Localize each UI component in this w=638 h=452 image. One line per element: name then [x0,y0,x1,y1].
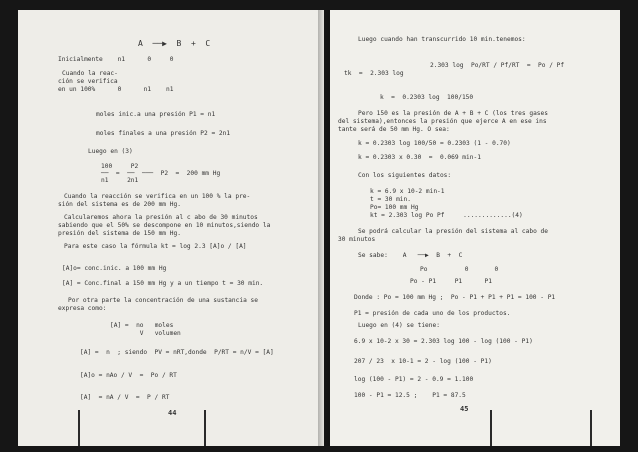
formula-line: k = 0.2303 x 0.30 = 0.069 min-1 [358,154,481,161]
text-line: Cuando la reacción se verifica en un 100 % la pre- [64,193,251,200]
text-line: P1 = presión de cada uno de los productos. [354,310,511,317]
text-line: Luego cuando han transcurrido 10 min.tenemos: [358,36,526,43]
data-line: t = 30 min. [370,196,411,203]
formula-line: V volumen [110,330,181,337]
scan-artifact [204,410,206,446]
formula-line: ── = ── ─── P2 = 200 mm Hg [101,170,221,177]
text-line: Calcularemos ahora la presión al c abo de 30 minutos [64,214,258,221]
scan-artifact [490,410,492,446]
text-line: tante será de 50 mm Hg. O sea: [338,126,450,133]
scan-artifact [78,410,80,446]
formula-line: [A]o = nAo / V = Po / RT [80,372,177,379]
formula-line: Donde : Po = 100 mm Hg ; Po - P1 + P1 + P1 = 100 - P1 [354,294,556,301]
text-line: del sistema),entonces la presión que ejerce A en ese ins [338,118,547,125]
page-number: 44 [168,409,177,417]
page-number: 45 [460,405,469,413]
reaction-equation: A ──▶ B + C [138,39,211,48]
text-line: Luego en (4) se tiene: [358,322,440,329]
formula-line: tk = 2.303 log [344,70,404,77]
formula-line: k = 0.2303 log 100/150 [380,94,474,101]
text-line: Luego en (3) [88,148,133,155]
text-line: Por otra parte la concentración de una sustancia se [68,297,258,304]
text-line: expresa como: [58,305,107,312]
data-line: Po= 100 mm Hg [370,204,419,211]
data-line: k = 6.9 x 10-2 min-1 [370,188,445,195]
formula-line: [A] = nA / V = P / RT [80,394,170,401]
text-line: sabiendo que el 50% se descompone en 10 minutos,siendo la [58,222,271,229]
definition-line: [A] = Conc.final a 150 mm Hg y a un tiempo t = 30 min. [62,280,264,287]
text-line: moles inic.a una presión P1 = n1 [96,111,216,118]
text-line: en un 100% 0 n1 n1 [58,86,174,93]
right-page [330,10,620,446]
text-line: Inicialmente n1 0 0 [58,56,174,63]
formula-line: n1 2n1 [101,177,139,184]
formula-line: 100 P2 [101,163,139,170]
text-line: ción se verifica [58,78,118,85]
formula-line: Para este caso la fórmula kt = log 2.3 [A]o / [A] [64,243,247,250]
text-line: 30 minutos [338,236,376,243]
text-line: presión del sistema de 150 mm Hg. [58,230,181,237]
text-line: Cuando la reac- [62,70,118,77]
formula-line: 100 - P1 = 12.5 ; P1 = 87.5 [354,392,466,399]
formula-line: [A] = n ; siendo PV = nRT,donde P/RT = n/V = [A] [80,349,274,356]
definition-line: [A]o= conc.inic. a 100 mm Hg [62,265,167,272]
scan-artifact [590,410,592,446]
formula-line: log (100 - P1) = 2 - 0.9 = 1.100 [354,376,474,383]
data-line: kt = 2.303 log Po Pf .............(4) [370,212,523,219]
formula-line: 207 / 23 x 10-1 = 2 - log (100 - P1) [354,358,492,365]
formula-line: k = 0.2303 log 100/50 = 0.2303 (1 - 0.70) [358,140,511,147]
text-line: moles finales a una presión P2 = 2n1 [96,130,231,137]
text-line: sión del sistema es de 200 mm Hg. [58,201,181,208]
formula-line: 2.303 log Po/RT / Pf/RT = Po / Pf [430,62,565,69]
formula-line: 6.9 x 10-2 x 30 = 2.303 log 100 - log (100 - P1) [354,338,533,345]
formula-line: [A] = no moles [110,322,174,329]
formula-line: Po 0 0 [420,266,499,273]
formula-line: Se sabe: A ──▶ B + C [358,252,463,259]
text-line: Con los siguientes datos: [358,172,452,179]
formula-line: Po - P1 P1 P1 [410,278,492,285]
text-line: Pero 150 es la presión de A + B + C (los tres gases [358,110,548,117]
text-line: Se podrá calcular la presión del sistema al cabo de [358,228,548,235]
left-page [18,10,324,446]
